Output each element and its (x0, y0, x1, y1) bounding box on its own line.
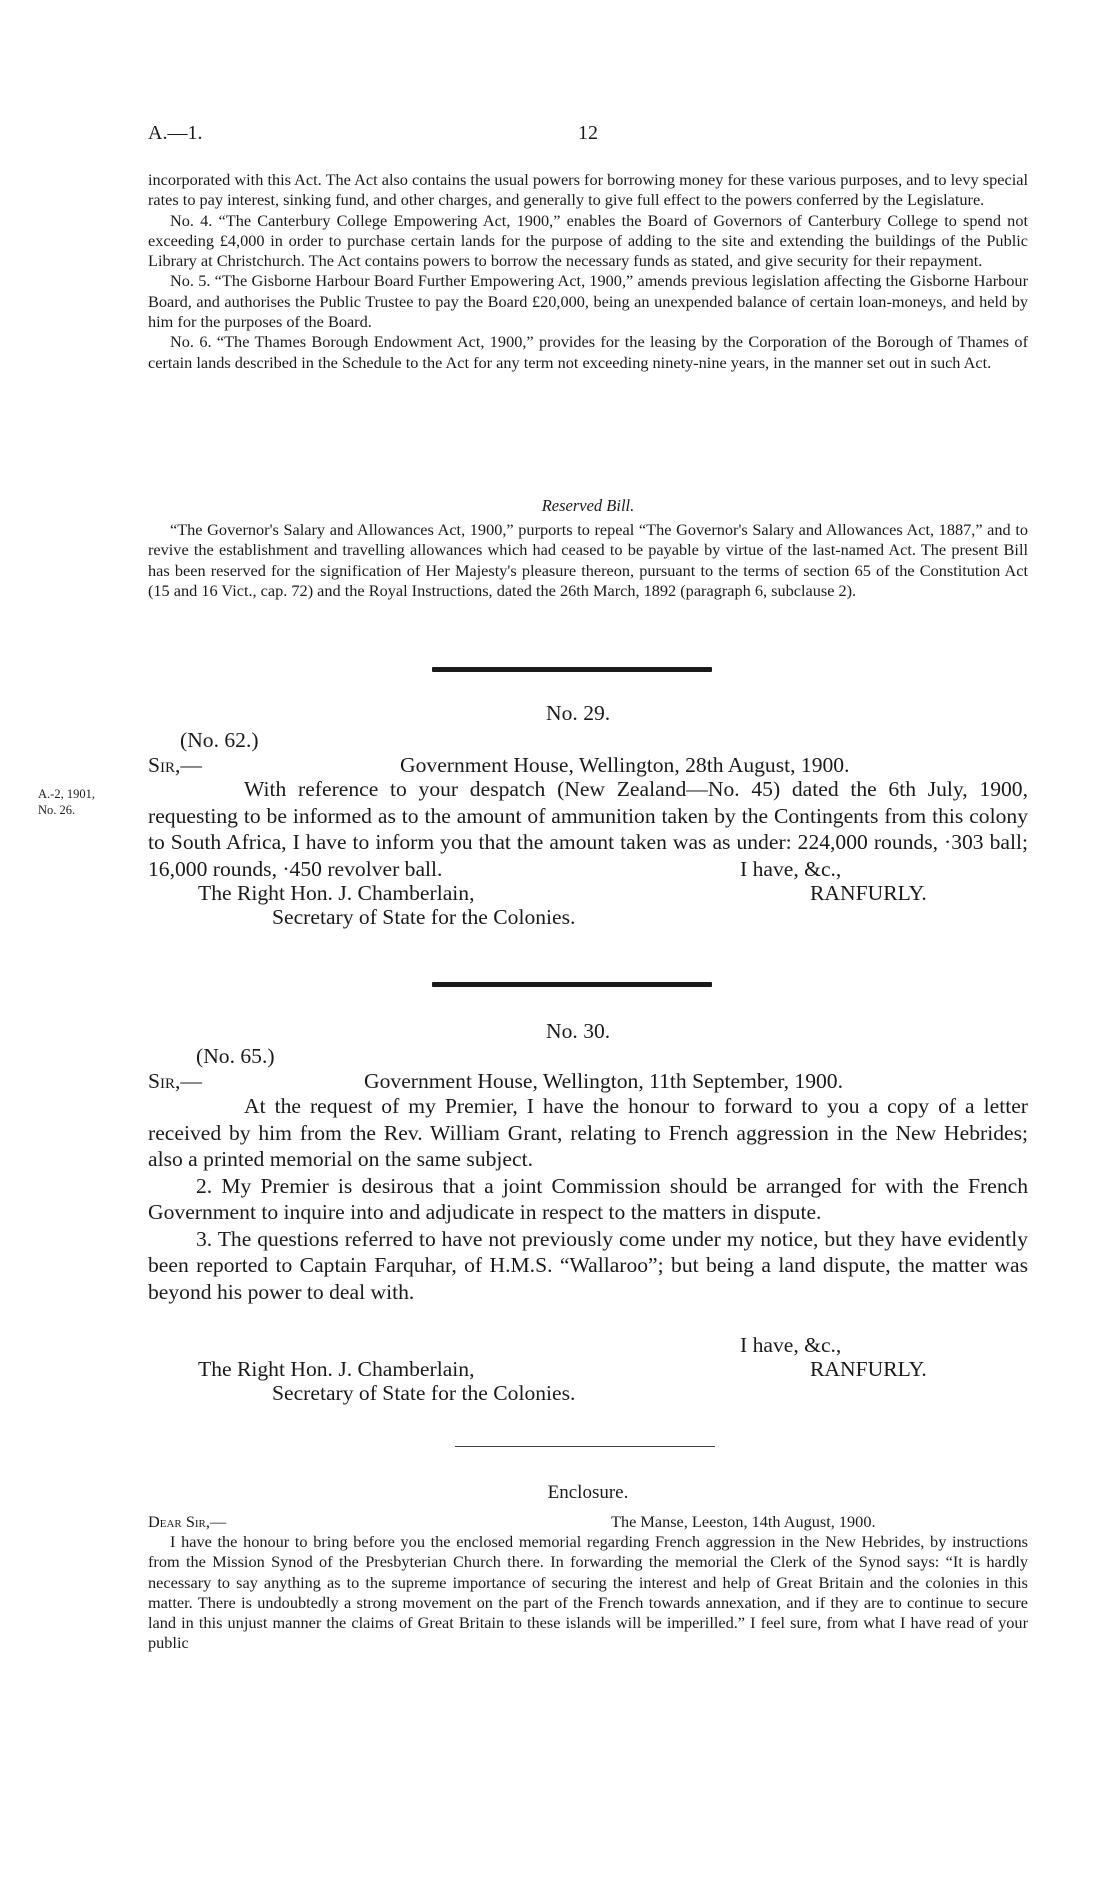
addressee: The Right Hon. J. Chamberlain, (198, 1357, 475, 1381)
section-divider (432, 982, 712, 987)
margin-reference-line: No. 26. (38, 803, 76, 817)
margin-reference (38, 786, 95, 818)
reserved-bill-heading: Reserved Bill. (541, 496, 635, 515)
signature: RANFURLY. (810, 1357, 927, 1381)
despatch-number: (No. 62.) (180, 728, 259, 752)
addressee-title: Secretary of State for the Colonies. (272, 905, 576, 929)
margin-reference-line: A.-2, 1901, (38, 787, 95, 801)
paragraph: No. 6. “The Thames Borough Endowment Act, 1900,” provides for the leasing by the Corporation of the Borough of Thames of certain lands described in the Schedule to the Act for any term not exceeding ninety-nine years, in the manner set out in such Act. (148, 332, 1028, 372)
page-number: 12 (578, 122, 598, 144)
paragraph: “The Governor's Salary and Allowances Act, 1900,” purports to repeal “The Governor's Salary and Allowances Act, 1887,” and to revive the establishment and travelling allowances which had ceased to be payable by virtue of the last-named Act. The present Bill has been reserved for the signification of Her Majesty's pleasure thereon, pursuant to the terms of section 65 of the Constitution Act (15 and 16 Vict., cap. 72) and the Royal Instructions, dated the 26th March, 1892 (paragraph 6, subclause 2). (148, 520, 1028, 600)
address-date: Government House, Wellington, 11th September, 1900. (364, 1069, 843, 1093)
paragraph: With reference to your despatch (New Zealand—No. 45) dated the 6th July, 1900, requesting to be informed as to the amount of ammunition taken by the Contingents from this colony to South Africa, I have to inform you that the amount taken was as under: 224,000 rounds, ·303 ball; 16,000 rounds, ·450 revolver ball. (148, 777, 1028, 881)
salutation: Sir,— (148, 753, 203, 777)
document-reference: A.—1. (148, 122, 203, 144)
addressee: The Right Hon. J. Chamberlain, (198, 881, 475, 905)
despatch-number: (No. 65.) (196, 1044, 275, 1068)
paragraph: At the request of my Premier, I have the honour to forward to you a copy of a letter received by him from the Rev. William Grant, relating to French aggression in the New Hebrides; also a printed memorial on the same subject. (148, 1094, 1028, 1171)
paragraph: No. 4. “The Canterbury College Empowering Act, 1900,” enables the Board of Governors of Canterbury College to spend not exceeding £4,000 in order to purchase certain lands for the purpose of adding to the site and extending the buildings of the Public Library at Christchurch. The Act contains powers to borrow the necessary funds as stated, and give security for their repayment. (148, 210, 1028, 271)
closing: I have, &c., (740, 857, 842, 881)
address-date: The Manse, Leeston, 14th August, 1900. (611, 1512, 876, 1531)
enclosure-heading: Enclosure. (547, 1482, 629, 1503)
letter-body (148, 776, 1028, 882)
section-divider (455, 1446, 715, 1447)
letter-body (148, 1093, 1028, 1305)
signature: RANFURLY. (810, 881, 927, 905)
paragraph: 2. My Premier is desirous that a joint Commission should be arranged for with the French Government to inquire into and adjudicate in respect to the matters in dispute. (148, 1173, 1028, 1224)
paragraph: incorporated with this Act. The Act also contains the usual powers for borrowing money for these various purposes, and to levy special rates to pay interest, sinking fund, and other charges, and generally to give full effect to the powers conferred by the Legislature. (148, 170, 1028, 210)
paragraph: 3. The questions referred to have not previously come under my notice, but they have evidently been reported to Captain Farquhar, of H.M.S. “Wallaroo”; but being a land dispute, the matter was beyond his power to deal with. (148, 1226, 1028, 1304)
addressee-title: Secretary of State for the Colonies. (272, 1381, 576, 1405)
letter-number: No. 29. (546, 701, 611, 725)
acts-summary (148, 170, 1028, 373)
paragraph: I have the honour to bring before you the enclosed memorial regarding French aggression in the New Hebrides, by instructions from the Mission Synod of the Presbyterian Church there. In forwarding the memorial the Clerk of the Synod says: “It is hardly necessary to say anything as to the supreme importance of securing the interest and help of Great Britain and the colonies in this matter. There is undoubtedly a strong movement on the part of the French towards annexation, and if they are to continue to secure land in this unjust manner the claims of Great Britain to these islands will be imperilled.” I feel sure, from what I have read of your public (148, 1532, 1028, 1653)
reserved-bill-section (148, 520, 1028, 601)
address-date: Government House, Wellington, 28th August, 1900. (400, 753, 850, 777)
salutation: Sir,— (148, 1069, 203, 1093)
letter-number: No. 30. (546, 1019, 611, 1043)
paragraph: No. 5. “The Gisborne Harbour Board Further Empowering Act, 1900,” amends previous legislation affecting the Gisborne Harbour Board, and authorises the Public Trustee to pay the Board £20,000, being an unexpended balance of certain loan-moneys, and held by him for the purposes of the Board. (148, 271, 1028, 332)
closing: I have, &c., (740, 1333, 842, 1357)
section-divider (432, 667, 712, 672)
salutation: Dear Sir,— (148, 1512, 227, 1531)
enclosure-body (148, 1532, 1028, 1654)
